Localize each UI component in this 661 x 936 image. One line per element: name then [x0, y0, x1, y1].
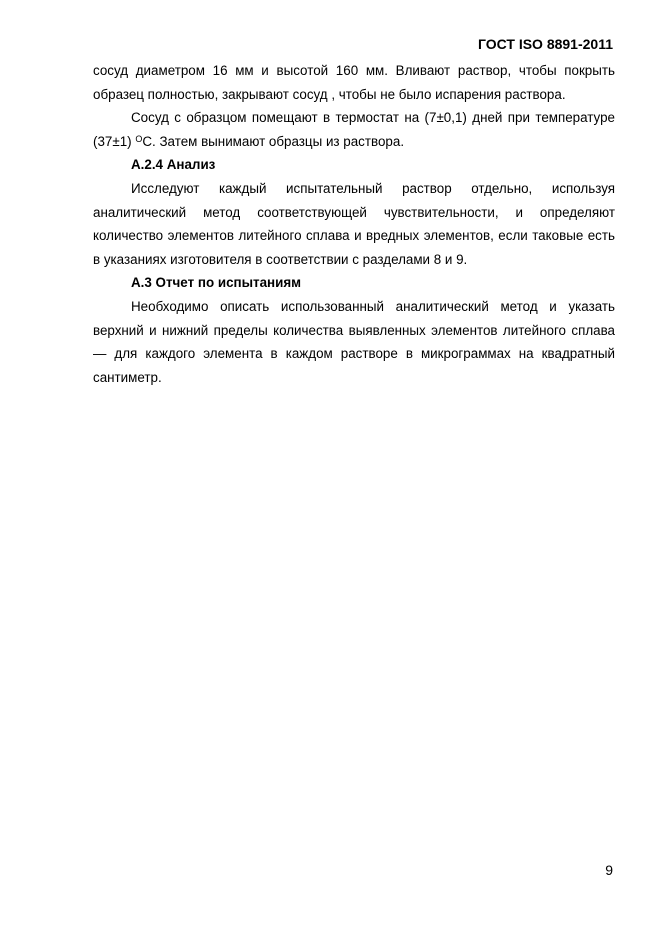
text-line: верхний и нижний пределы количества выявленных элементов литейного сплава [93, 322, 615, 338]
text-line: Исследуют каждый испытательный раствор отдельно, используя [131, 180, 615, 196]
text-line: сосуд диаметром 16 мм и высотой 160 мм. Вливают раствор, чтобы покрыть [93, 63, 615, 78]
paragraph [93, 295, 615, 389]
text-line: количество элементов литейного сплава и вредных элементов, если таковые есть [93, 228, 615, 244]
document-header: ГОСТ ISO 8891-2011 [477, 36, 613, 52]
section-heading-a24: А.2.4 Анализ [131, 157, 216, 173]
document-body [93, 59, 615, 389]
section-heading-a3: А.3 Отчет по испытаниям [131, 275, 302, 291]
paragraph [93, 177, 615, 271]
text-fragment: С. Затем вынимают образцы из раствора. [142, 133, 405, 149]
text-line: — для каждого элемента в каждом растворе в микрограммах на квадратный [93, 346, 615, 362]
text-line: образец полностью, закрывают сосуд , чтобы не было испарения раствора. [93, 86, 566, 102]
paragraph [93, 59, 615, 106]
temperature-value: (37±1) [93, 133, 136, 149]
text-line [93, 130, 615, 154]
text-line: Сосуд с образцом помещают в термостат на (7±0,1) дней при температуре [131, 110, 615, 126]
degree-superscript: О [135, 133, 143, 144]
text-line: Необходимо описать использованный аналитический метод и указать [131, 298, 615, 314]
text-line: сантиметр. [93, 369, 162, 385]
page-number: 9 [605, 862, 613, 878]
text-line: в указаниях изготовителя в соответствии с разделами 8 и 9. [93, 251, 468, 267]
text-line: аналитический метод соответствующей чувствительности, и определяют [93, 204, 615, 220]
paragraph [93, 106, 615, 153]
